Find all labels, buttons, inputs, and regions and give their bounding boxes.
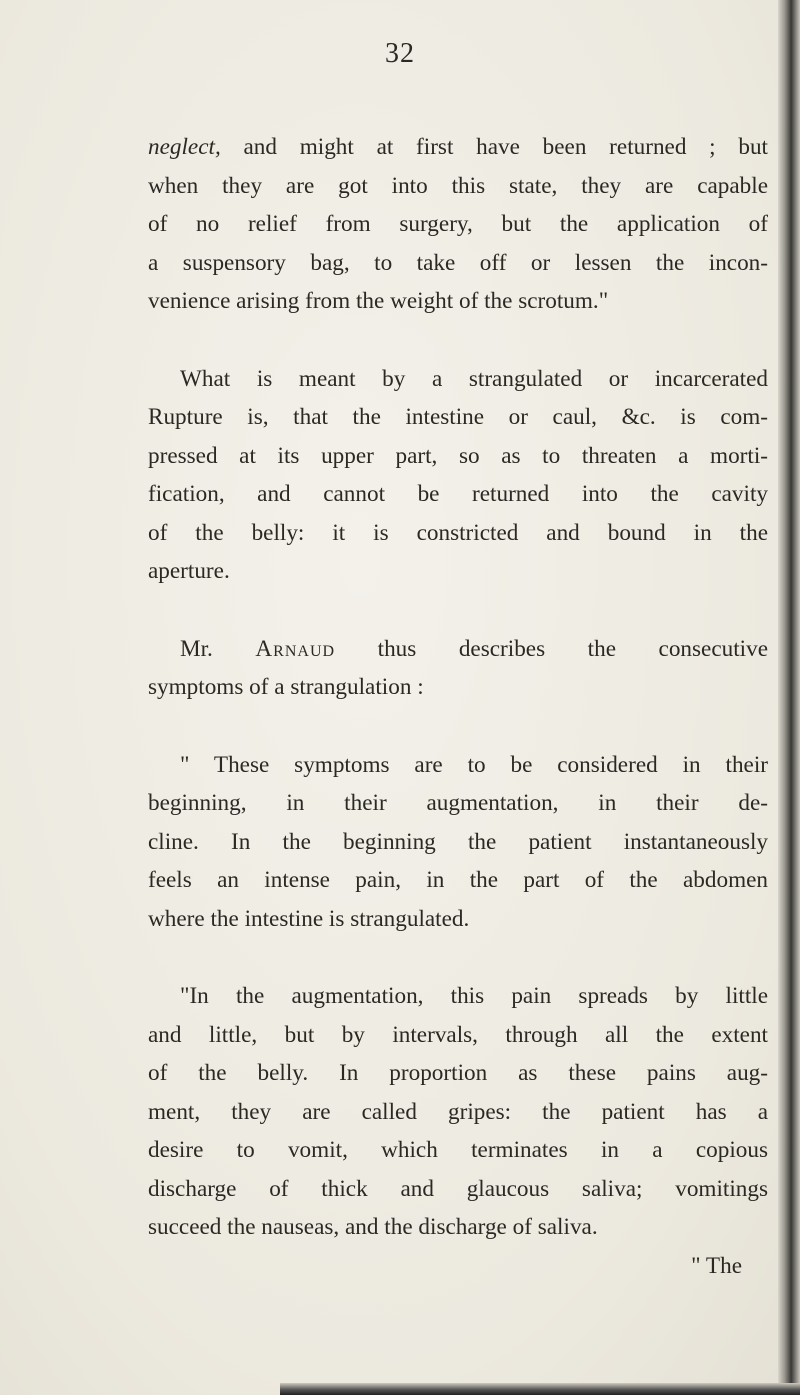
catchword: " The bbox=[691, 1252, 742, 1279]
text-line: fication, and cannot be returned into the cavity bbox=[148, 481, 768, 507]
text-line: Mr. Arnaud thus describes the consecutive bbox=[180, 635, 768, 662]
text-line: feels an intense pain, in the part of the abdomen bbox=[148, 867, 768, 893]
page-number: 32 bbox=[385, 38, 415, 69]
paragraph-gap bbox=[148, 707, 768, 746]
text-line: What is meant by a strangulated or incarcerated bbox=[180, 365, 768, 392]
text-line: symptoms of a strangulation : bbox=[148, 674, 424, 700]
text-line: " These symptoms are to be considered in their bbox=[180, 751, 768, 778]
paragraph-gap bbox=[148, 938, 768, 977]
text-line: of the belly. In proportion as these pains aug- bbox=[148, 1060, 768, 1086]
text-line: of no relief from surgery, but the application of bbox=[148, 211, 768, 237]
text-line: "In the augmentation, this pain spreads by little bbox=[180, 983, 768, 1009]
author-name: Arnaud bbox=[255, 635, 336, 662]
text-line: ment, they are called gripes: the patient has a bbox=[148, 1098, 768, 1125]
text-line: succeed the nauseas, and the discharge of saliva. bbox=[148, 1214, 598, 1240]
page-bottom-edge bbox=[280, 1383, 800, 1395]
text-line: Rupture is, that the intestine or caul, &c. is com- bbox=[148, 404, 768, 430]
text-line: where the intestine is strangulated. bbox=[148, 905, 470, 932]
text-line: when they are got into this state, they are capable bbox=[148, 172, 768, 199]
page-body bbox=[148, 128, 768, 1285]
text-line: a suspensory bag, to take off or lessen the incon- bbox=[148, 249, 768, 276]
paragraph-gap bbox=[148, 591, 768, 630]
text-line: pressed at its upper part, so as to threaten a morti- bbox=[148, 442, 768, 469]
text-line: beginning, in their augmentation, in their de- bbox=[148, 790, 768, 816]
text-line: neglect, and might at first have been returned ; but bbox=[148, 134, 768, 160]
text-line: and little, but by intervals, through all the extent bbox=[148, 1021, 768, 1048]
italic-word: neglect, bbox=[148, 134, 221, 160]
paragraph-gap bbox=[148, 321, 768, 360]
text-line: discharge of thick and glaucous saliva; vomitings bbox=[148, 1175, 768, 1202]
text-line: desire to vomit, which terminates in a copious bbox=[148, 1137, 768, 1163]
text-line: cline. In the beginning the patient instantaneously bbox=[148, 828, 768, 855]
page-binding-edge bbox=[778, 0, 800, 1395]
text-line: venience arising from the weight of the scrotum." bbox=[148, 288, 609, 314]
text-line: aperture. bbox=[148, 558, 230, 584]
text-line: of the belly: it is constricted and bound in the bbox=[148, 519, 768, 546]
